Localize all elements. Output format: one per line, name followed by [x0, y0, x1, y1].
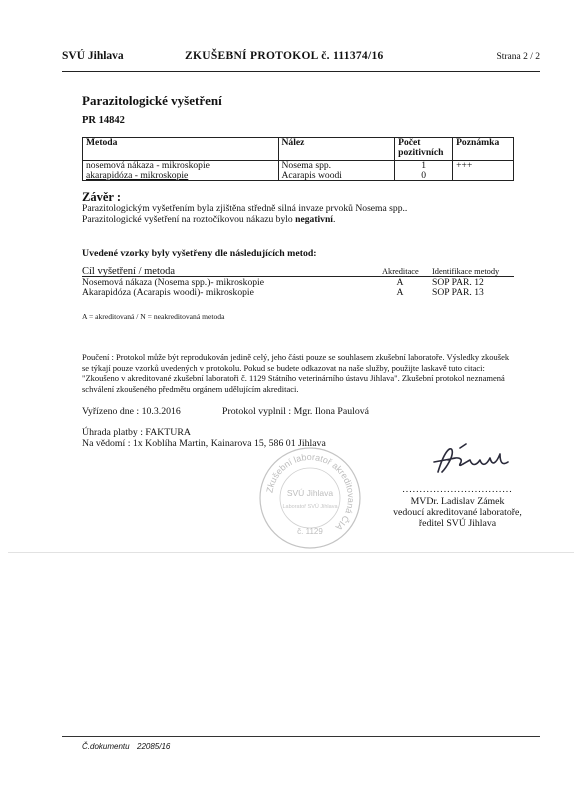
filled-by-label: Protokol vyplnil :	[222, 406, 292, 417]
method-identifikace: SOP PAR. 13	[432, 287, 484, 298]
conclusion-line-2	[82, 214, 502, 225]
conclusion-line-1: Parazitologickým vyšetřením byla zjištěna středně silná invaze prvoků Nosema spp..	[82, 203, 408, 214]
page-number: Strana 2 / 2	[496, 52, 540, 62]
method-akreditace: A	[396, 277, 404, 288]
table-row	[82, 287, 514, 297]
completed-date: 10.3.2016	[141, 406, 181, 417]
signatory-name: MVDr. Ladislav Zámek	[410, 496, 505, 507]
accreditation-legend: A = akreditovaná / N = neakreditovaná metoda	[82, 312, 225, 321]
methods-table	[82, 266, 514, 297]
cell-nalez: Acarapis woodi	[278, 171, 395, 181]
document-number-label: Č.dokumentu	[82, 742, 130, 751]
table-row	[83, 161, 514, 171]
method-identifikace: SOP PAR. 12	[432, 277, 484, 288]
col-header-pocet: Počet pozitivních	[395, 138, 453, 161]
stamp-lab-text: Laboratoř SVÚ Jihlava	[282, 504, 338, 510]
document-number: 22085/16	[137, 742, 171, 751]
scan-artifact	[8, 552, 574, 553]
results-table-header	[83, 138, 514, 161]
filled-by-name: Mgr. Ilona Paulová	[293, 406, 369, 417]
signature-line: ................................	[402, 484, 513, 495]
conclusion-heading: Závěr :	[82, 190, 121, 204]
conclusion-text	[82, 203, 502, 225]
cell-pocet: 0	[395, 171, 453, 181]
results-table	[82, 137, 514, 181]
method-cil: Akarapidóza (Acarapis woodi)- mikroskopie	[82, 287, 254, 298]
conclusion-result-negative: negativní	[295, 214, 333, 225]
stamp-inner-ring	[280, 468, 340, 528]
method-cil: Nosemová nákaza (Nosema spp.)- mikroskopie	[82, 277, 264, 288]
methods-col-akreditace: Akreditace	[382, 267, 419, 276]
col-header-metoda: Metoda	[83, 138, 279, 161]
completion-line	[82, 406, 369, 417]
payment-value: FAKTURA	[145, 427, 191, 438]
protocol-title: ZKUŠEBNÍ PROTOKOL č. 111374/16	[185, 50, 384, 62]
cell-metoda: akarapidóza - mikroskopie	[83, 171, 279, 181]
footer-divider	[62, 736, 540, 737]
pr-code: PR 14842	[82, 115, 125, 126]
cell-poznamka	[453, 171, 514, 181]
recipients-value: 1x Koblíha Martin, Kainarova 15, 586 01 Jihlava	[132, 438, 326, 449]
method-akreditace: A	[396, 287, 404, 298]
methods-table-header	[82, 266, 514, 277]
conclusion-line-2-prefix: Parazitologické vyšetření na roztočíkovou nákazu bylo	[82, 214, 296, 225]
section-title: Parazitologické vyšetření	[82, 93, 222, 108]
stamp-number: č. 1129	[297, 527, 323, 536]
signature-block	[365, 484, 550, 529]
document-footer	[82, 742, 171, 751]
document-header	[62, 50, 540, 70]
cell-nalez: Nosema spp.	[278, 161, 395, 171]
completed-label: Vyřízeno dne :	[82, 406, 140, 417]
cell-poznamka: +++	[453, 161, 514, 171]
signatory-role-2: ředitel SVÚ Jihlava	[418, 518, 497, 529]
signatory-role-1: vedoucí akreditované laboratoře,	[393, 507, 522, 518]
filled-by	[222, 406, 369, 417]
table-row	[83, 171, 514, 181]
laboratory-stamp	[258, 446, 362, 550]
methods-heading: Uvedené vzorky byly vyšetřeny dle následujících metod:	[82, 248, 317, 259]
payment-label: Úhrada platby :	[82, 427, 143, 438]
stamp-ring-text: Zkušební laboratoř akreditovaná ČIA	[264, 451, 357, 533]
stamp-center-text: SVÚ Jihlava	[286, 488, 334, 498]
lab-name: SVÚ Jihlava	[62, 50, 124, 62]
cell-pocet: 1	[395, 161, 453, 171]
col-header-nalez: Nález	[278, 138, 395, 161]
cell-metoda: nosemová nákaza - mikroskopie	[83, 161, 279, 171]
handwritten-signature	[430, 442, 525, 482]
methods-col-identifikace: Identifikace metody	[432, 267, 500, 276]
payment-row	[82, 427, 326, 438]
recipients-label: Na vědomí :	[82, 438, 131, 449]
col-header-poznamka: Poznámka	[453, 138, 514, 161]
header-divider	[62, 71, 540, 72]
notice-text: Poučení : Protokol může být reprodukován jedině celý, jeho části pouze se souhlasem zkušební laboratoře. Výsledky zkoušek se týkají pouze vzorků uvedených v protokolu. Pokud se budete odkazovat na naše služby, použijte laskavě tuto citaci: "Zkoušeno v akreditované zkušební laboratoři č. 1129 Státního veterinárního ústavu Jihlava". Zkušební protokol neznamená schválení zkoušeného předmětu orgánem udělujícím akreditaci.	[82, 352, 510, 394]
conclusion-line-2-suffix: .	[332, 214, 336, 225]
methods-col-cil: Cíl vyšetření / metoda	[82, 266, 176, 277]
table-row	[82, 277, 514, 287]
